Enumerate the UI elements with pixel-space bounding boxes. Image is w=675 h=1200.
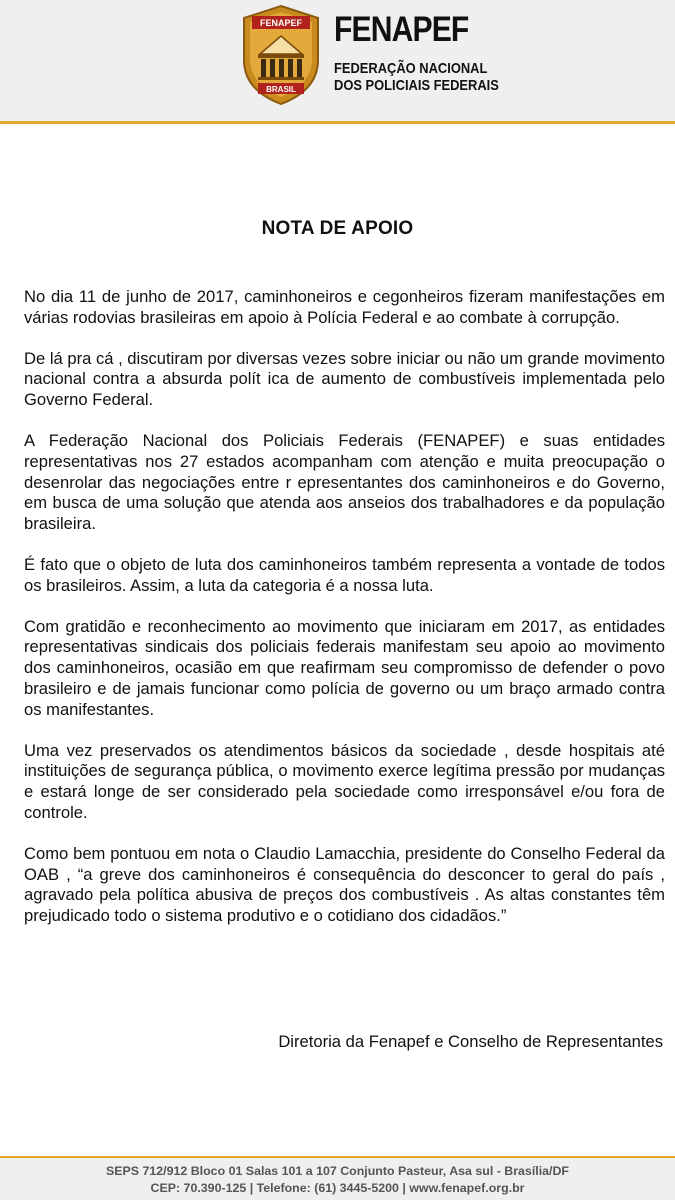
paragraph-3: A Federação Nacional dos Policiais Federais (FENAPEF) e suas entidades representativas nos 27 estados acompanham com atenção e muita preocupação o desenrolar das negociações entre r epresentantes dos caminhoneiros e do Governo, em busca de uma solução que atenda aos anseios dos trabalhadores e da população brasileira. — [24, 430, 665, 534]
document-body — [24, 287, 665, 947]
paragraph-6: Uma vez preservados os atendimentos básicos da sociedade , desde hospitais até instituições de segurança pública, o movimento exerce legítima pressão por mudanças e estará longe de ser considerado pela sociedade como irresponsável e/ou fora de controle. — [24, 740, 665, 822]
signature-line: Diretoria da Fenapef e Conselho de Representantes — [278, 1032, 663, 1051]
fenapef-badge-logo — [240, 4, 322, 106]
footer-contact: CEP: 70.390-125 | Telefone: (61) 3445-5200 | www.fenapef.org.br — [150, 1181, 525, 1195]
paragraph-1: No dia 11 de junho de 2017, caminhoneiros e cegonheiros fizeram manifestações em várias rodovias brasileiras em apoio à Polícia Federal e ao combate à corrupção. — [24, 287, 665, 327]
organization-subtitle-line-2: DOS POLICIAIS FEDERAIS — [334, 77, 499, 94]
paragraph-7: Como bem pontuou em nota o Claudio Lamacchia, presidente do Conselho Federal da OAB , “a greve dos caminhoneiros é consequência do desconcer to geral do país , agravado pela política abusiva de preços dos combustíveis . As altas constantes têm prejudicado todo o sistema produtivo e o cotidiano dos cidadãos.” — [24, 843, 665, 926]
footer-address: SEPS 712/912 Bloco 01 Salas 101 a 107 Conjunto Pasteur, Asa sul - Brasília/DF — [105, 1164, 570, 1178]
organization-subtitle — [334, 60, 499, 94]
paragraph-2: De lá pra cá , discutiram por diversas vezes sobre iniciar ou não um grande movimento nacional contra a absurda polít ica de aumento de combustíveis implementada pelo Governo Federal. — [24, 348, 665, 410]
organization-subtitle-line-1: FEDERAÇÃO NACIONAL — [334, 60, 488, 77]
paragraph-5: Com gratidão e reconhecimento ao movimento que iniciaram em 2017, as entidades representativas sindicais dos policiais federais manifestam seu apoio ao movimento dos caminhoneiros, ocasião em que reafirmam seu compromisso de defender o povo brasileiro e de jamais funcionar como polícia de governo ou um braço armado contra os manifestantes. — [24, 616, 665, 719]
letterhead-header — [0, 0, 675, 124]
organization-name: FENAPEF — [334, 10, 469, 49]
paragraph-4: É fato que o objeto de luta dos caminhoneiros também representa a vontade de todos os brasileiros. Assim, a luta da categoria é a nossa luta. — [24, 554, 665, 595]
letterhead-footer — [0, 1156, 675, 1200]
logo-top-text: FENAPEF — [259, 18, 303, 28]
logo-bottom-text: BRASIL — [266, 85, 296, 94]
document-title: NOTA DE APOIO — [261, 218, 414, 239]
